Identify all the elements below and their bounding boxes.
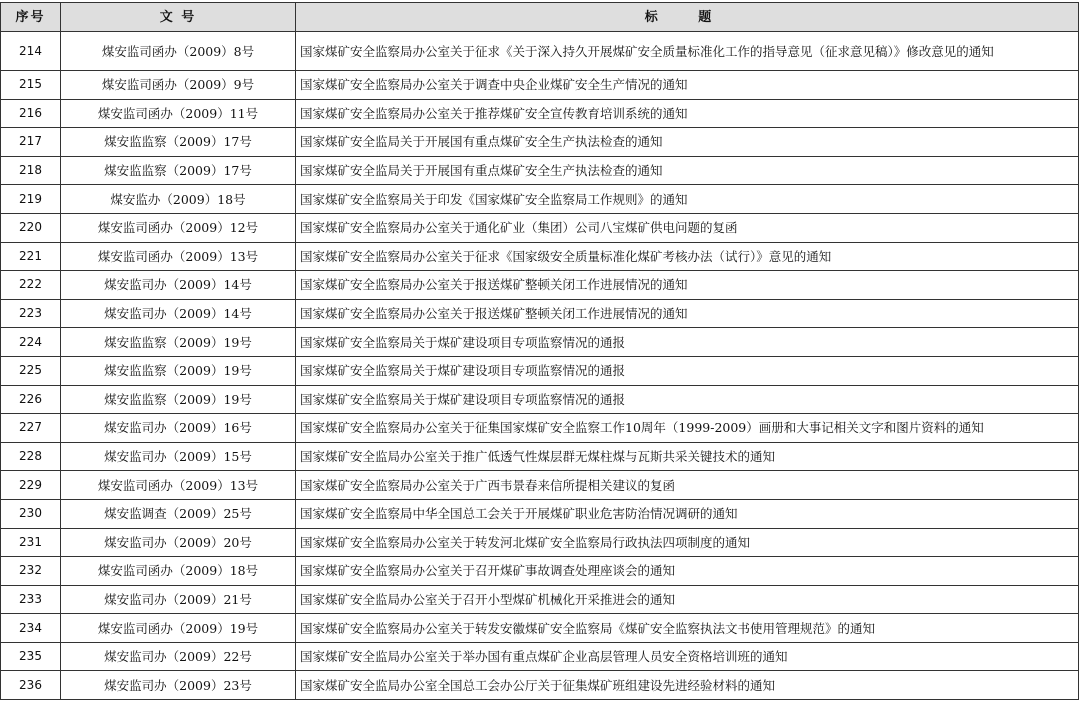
document-title: 国家煤矿安全监察局办公室关于推荐煤矿安全宣传教育培训系统的通知 — [296, 99, 1079, 128]
document-title: 国家煤矿安全监局办公室关于举办国有重点煤矿企业高层管理人员安全资格培训班的通知 — [296, 642, 1079, 671]
table-row — [1, 271, 1079, 300]
document-number: 煤安监司函办（2009）11号 — [61, 99, 296, 128]
document-title: 国家煤矿安全监局办公室全国总工会办公厅关于征集煤矿班组建设先进经验材料的通知 — [296, 671, 1079, 700]
document-title: 国家煤矿安全监察局关于印发《国家煤矿安全监察局工作规则》的通知 — [296, 185, 1079, 214]
document-title: 国家煤矿安全监局关于开展国有重点煤矿安全生产执法检查的通知 — [296, 156, 1079, 185]
table-row — [1, 213, 1079, 242]
document-number: 煤安监司办（2009）14号 — [61, 271, 296, 300]
document-number: 煤安监司函办（2009）13号 — [61, 471, 296, 500]
row-number: 218 — [1, 156, 61, 185]
table-row — [1, 32, 1079, 71]
document-title: 国家煤矿安全监局关于开展国有重点煤矿安全生产执法检查的通知 — [296, 128, 1079, 157]
document-number: 煤安监司办（2009）16号 — [61, 414, 296, 443]
row-number: 230 — [1, 499, 61, 528]
row-number: 216 — [1, 99, 61, 128]
document-number: 煤安监司函办（2009）8号 — [61, 32, 296, 71]
table-row — [1, 71, 1079, 100]
document-number: 煤安监司办（2009）22号 — [61, 642, 296, 671]
document-title: 国家煤矿安全监察局关于煤矿建设项目专项监察情况的通报 — [296, 356, 1079, 385]
document-title: 国家煤矿安全监察局办公室关于通化矿业（集团）公司八宝煤矿供电问题的复函 — [296, 213, 1079, 242]
table-header-row — [1, 3, 1079, 32]
document-title: 国家煤矿安全监察局中华全国总工会关于开展煤矿职业危害防治情况调研的通知 — [296, 499, 1079, 528]
table-row — [1, 471, 1079, 500]
document-title: 国家煤矿安全监察局办公室关于广西韦景春来信所提相关建议的复函 — [296, 471, 1079, 500]
row-number: 231 — [1, 528, 61, 557]
row-number: 232 — [1, 557, 61, 586]
document-title: 国家煤矿安全监察局办公室关于征求《国家级安全质量标准化煤矿考核办法（试行）》意见的通知 — [296, 242, 1079, 271]
document-number: 煤安监司函办（2009）12号 — [61, 213, 296, 242]
document-number: 煤安监监察（2009）19号 — [61, 356, 296, 385]
table-row — [1, 442, 1079, 471]
document-number: 煤安监调查（2009）25号 — [61, 499, 296, 528]
row-number: 233 — [1, 585, 61, 614]
table-row — [1, 299, 1079, 328]
table-row — [1, 585, 1079, 614]
document-number: 煤安监司办（2009）21号 — [61, 585, 296, 614]
document-title: 国家煤矿安全监局办公室关于推广低透气性煤层群无煤柱煤与瓦斯共采关键技术的通知 — [296, 442, 1079, 471]
row-number: 217 — [1, 128, 61, 157]
row-number: 224 — [1, 328, 61, 357]
table-row — [1, 328, 1079, 357]
header-doc-number: 文 号 — [61, 3, 296, 32]
table-row — [1, 414, 1079, 443]
row-number: 229 — [1, 471, 61, 500]
document-title: 国家煤矿安全监察局办公室关于转发安徽煤矿安全监察局《煤矿安全监察执法文书使用管理规范》的通知 — [296, 614, 1079, 643]
table-row — [1, 557, 1079, 586]
document-number: 煤安监监察（2009）17号 — [61, 128, 296, 157]
document-table — [0, 2, 1079, 700]
row-number: 234 — [1, 614, 61, 643]
document-number: 煤安监办（2009）18号 — [61, 185, 296, 214]
table-row — [1, 528, 1079, 557]
table-row — [1, 356, 1079, 385]
document-number: 煤安监监察（2009）19号 — [61, 385, 296, 414]
document-title: 国家煤矿安全监察局办公室关于转发河北煤矿安全监察局行政执法四项制度的通知 — [296, 528, 1079, 557]
document-number: 煤安监司办（2009）14号 — [61, 299, 296, 328]
row-number: 227 — [1, 414, 61, 443]
document-number: 煤安监司办（2009）23号 — [61, 671, 296, 700]
document-title: 国家煤矿安全监察局办公室关于调查中央企业煤矿安全生产情况的通知 — [296, 71, 1079, 100]
table-row — [1, 185, 1079, 214]
row-number: 225 — [1, 356, 61, 385]
table-row — [1, 99, 1079, 128]
row-number: 215 — [1, 71, 61, 100]
document-title: 国家煤矿安全监察局办公室关于报送煤矿整顿关闭工作进展情况的通知 — [296, 299, 1079, 328]
header-num: 序号 — [1, 3, 61, 32]
document-number: 煤安监司函办（2009）13号 — [61, 242, 296, 271]
document-title: 国家煤矿安全监察局关于煤矿建设项目专项监察情况的通报 — [296, 328, 1079, 357]
row-number: 228 — [1, 442, 61, 471]
header-title: 标 题 — [296, 3, 1079, 32]
row-number: 226 — [1, 385, 61, 414]
table-row — [1, 671, 1079, 700]
document-title: 国家煤矿安全监察局关于煤矿建设项目专项监察情况的通报 — [296, 385, 1079, 414]
document-number: 煤安监监察（2009）19号 — [61, 328, 296, 357]
row-number: 219 — [1, 185, 61, 214]
document-title: 国家煤矿安全监察局办公室关于征集国家煤矿安全监察工作10周年（1999-2009）画册和大事记相关文字和图片资料的通知 — [296, 414, 1079, 443]
row-number: 236 — [1, 671, 61, 700]
table-row — [1, 385, 1079, 414]
table-row — [1, 242, 1079, 271]
row-number: 223 — [1, 299, 61, 328]
row-number: 221 — [1, 242, 61, 271]
document-title: 国家煤矿安全监察局办公室关于征求《关于深入持久开展煤矿安全质量标准化工作的指导意见（征求意见稿）》修改意见的通知 — [296, 32, 1079, 71]
document-number: 煤安监司函办（2009）9号 — [61, 71, 296, 100]
table-row — [1, 642, 1079, 671]
document-number: 煤安监监察（2009）17号 — [61, 156, 296, 185]
table-row — [1, 499, 1079, 528]
table-row — [1, 128, 1079, 157]
document-title: 国家煤矿安全监察局办公室关于报送煤矿整顿关闭工作进展情况的通知 — [296, 271, 1079, 300]
document-number: 煤安监司办（2009）15号 — [61, 442, 296, 471]
document-number: 煤安监司函办（2009）18号 — [61, 557, 296, 586]
table-row — [1, 156, 1079, 185]
row-number: 222 — [1, 271, 61, 300]
document-number: 煤安监司函办（2009）19号 — [61, 614, 296, 643]
table-body — [1, 32, 1079, 700]
table-row — [1, 614, 1079, 643]
document-title: 国家煤矿安全监察局办公室关于召开煤矿事故调查处理座谈会的通知 — [296, 557, 1079, 586]
document-number: 煤安监司办（2009）20号 — [61, 528, 296, 557]
row-number: 214 — [1, 32, 61, 71]
row-number: 220 — [1, 213, 61, 242]
row-number: 235 — [1, 642, 61, 671]
document-title: 国家煤矿安全监局办公室关于召开小型煤矿机械化开采推进会的通知 — [296, 585, 1079, 614]
